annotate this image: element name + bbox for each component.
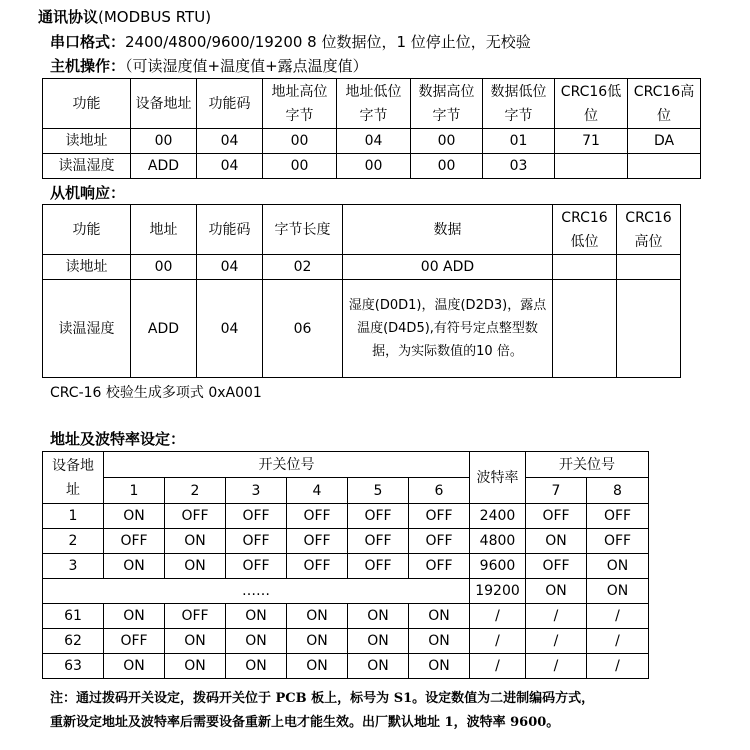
master-cell: 读地址 [43, 129, 131, 154]
slave-header-cell: 地址 [131, 205, 197, 255]
address-header-cell: 设备地址 [43, 452, 104, 504]
slave-cell: 00 [131, 255, 197, 280]
master-cell: 00 [263, 129, 337, 154]
ellipsis-cell: …… [43, 579, 470, 604]
master-cell: 04 [197, 154, 263, 179]
switch-num-cell: 7 [526, 478, 587, 504]
slave-cell: 04 [197, 255, 263, 280]
address-cell: ON [409, 654, 470, 679]
master-cell: 00 [131, 129, 197, 154]
switch-num-cell: 3 [226, 478, 287, 504]
slave-label: 从机响应： [50, 184, 126, 202]
switch-num-cell: 8 [587, 478, 649, 504]
slave-cell: 读地址 [43, 255, 131, 280]
master-header-row [43, 79, 701, 129]
address-cell: ON [104, 554, 165, 579]
slave-header-cell: 字节长度 [263, 205, 343, 255]
master-header-cell: CRC16高位 [628, 79, 701, 129]
address-cell: ON [348, 654, 409, 679]
address-cell: ON [287, 604, 348, 629]
address-cell: OFF [409, 529, 470, 554]
address-cell: OFF [587, 529, 649, 554]
address-cell: 3 [43, 554, 104, 579]
address-cell: ON [165, 529, 226, 554]
footer-note-1: 注：通过拨码开关设定，拨码开关位于 PCB 板上，标号为 S1。设定数值为二进制编码方式， [50, 691, 595, 706]
master-header-cell: 地址低位字节 [337, 79, 411, 129]
address-cell: OFF [409, 504, 470, 529]
address-cell: ON [165, 629, 226, 654]
serial-label: 串口格式： [50, 33, 126, 51]
address-cell: OFF [226, 504, 287, 529]
address-header-cell: 开关位号 [104, 452, 470, 478]
address-cell: 9600 [470, 554, 526, 579]
slave-header-cell: CRC16高位 [617, 205, 681, 255]
address-cell: OFF [287, 529, 348, 554]
master-header-cell: 功能 [43, 79, 131, 129]
address-cell: ON [587, 579, 649, 604]
address-cell: 2 [43, 529, 104, 554]
master-note: （可读湿度值+温度值+露点温度值） [125, 57, 368, 75]
switch-num-cell: 5 [348, 478, 409, 504]
address-cell: ON [226, 654, 287, 679]
slave-data-cell: 湿度(D0D1)，温度(D2D3)，露点温度(D4D5),有符号定点整型数据，为实际数值的10 倍。 [343, 280, 553, 378]
address-cell: ON [104, 504, 165, 529]
master-cell [628, 154, 701, 179]
address-cell: ON [104, 654, 165, 679]
slave-cell [617, 255, 681, 280]
address-cell: OFF [165, 504, 226, 529]
address-header-cell: 波特率 [470, 452, 526, 504]
address-cell: / [526, 604, 587, 629]
master-header-cell: 功能码 [197, 79, 263, 129]
address-row [43, 629, 649, 654]
serial-value: 2400/4800/9600/19200 8 位数据位，1 位停止位，无校验 [125, 33, 531, 51]
address-cell: OFF [526, 504, 587, 529]
address-cell: ON [287, 654, 348, 679]
address-row [43, 529, 649, 554]
master-cell: 00 [263, 154, 337, 179]
master-operation [50, 55, 368, 76]
address-cell: / [587, 604, 649, 629]
address-cell: OFF [526, 554, 587, 579]
address-cell: OFF [587, 504, 649, 529]
address-cell: ON [226, 604, 287, 629]
master-row [43, 154, 701, 179]
slave-cell: 06 [263, 280, 343, 378]
slave-cell: 04 [197, 280, 263, 378]
master-cell: DA [628, 129, 701, 154]
address-cell: ON [526, 579, 587, 604]
address-cell: / [526, 629, 587, 654]
address-ellipsis-row [43, 579, 649, 604]
protocol-title-main: 通讯协议 [38, 8, 99, 26]
address-cell: 4800 [470, 529, 526, 554]
slave-row [43, 255, 681, 280]
master-cell: 00 [411, 129, 483, 154]
master-header-cell: 地址高位字节 [263, 79, 337, 129]
address-cell: OFF [104, 629, 165, 654]
protocol-title [38, 6, 211, 27]
master-row [43, 129, 701, 154]
slave-header-cell: 数据 [343, 205, 553, 255]
footer-note-2: 重新设定地址及波特率后需要设备重新上电才能生效。出厂默认地址 1，波特率 9600。 [50, 715, 560, 730]
address-cell: ON [226, 629, 287, 654]
master-header-cell: CRC16低位 [555, 79, 628, 129]
address-cell: 61 [43, 604, 104, 629]
address-cell: 19200 [470, 579, 526, 604]
slave-cell: 02 [263, 255, 343, 280]
address-header-row [43, 452, 649, 478]
address-cell: OFF [165, 604, 226, 629]
address-cell: / [587, 629, 649, 654]
master-cell: 00 [337, 154, 411, 179]
address-cell: OFF [287, 504, 348, 529]
address-cell: / [587, 654, 649, 679]
address-cell: OFF [226, 554, 287, 579]
switch-num-cell: 6 [409, 478, 470, 504]
address-cell: 62 [43, 629, 104, 654]
serial-format [50, 31, 531, 52]
slave-header-row [43, 205, 681, 255]
slave-header-cell: 功能码 [197, 205, 263, 255]
address-cell: 1 [43, 504, 104, 529]
master-cell: 03 [483, 154, 555, 179]
master-cell: ADD [131, 154, 197, 179]
address-cell: ON [348, 629, 409, 654]
slave-cell: ADD [131, 280, 197, 378]
slave-cell: 读温湿度 [43, 280, 131, 378]
address-cell: OFF [348, 554, 409, 579]
slave-cell: 00 ADD [343, 255, 553, 280]
address-cell: OFF [226, 529, 287, 554]
master-cell: 01 [483, 129, 555, 154]
switch-num-cell: 1 [104, 478, 165, 504]
address-cell: OFF [348, 504, 409, 529]
slave-header-cell: CRC16低位 [553, 205, 617, 255]
address-cell: OFF [348, 529, 409, 554]
address-header-cell: 开关位号 [526, 452, 649, 478]
master-cell: 04 [337, 129, 411, 154]
slave-cell [617, 280, 681, 378]
master-cell [555, 154, 628, 179]
address-row [43, 654, 649, 679]
address-cell: / [470, 654, 526, 679]
switch-num-cell: 4 [287, 478, 348, 504]
address-cell: 63 [43, 654, 104, 679]
master-header-cell: 数据低位字节 [483, 79, 555, 129]
address-table [42, 451, 649, 679]
slave-cell [553, 255, 617, 280]
address-row [43, 504, 649, 529]
address-cell: / [470, 604, 526, 629]
address-cell: ON [165, 654, 226, 679]
master-label: 主机操作： [50, 57, 126, 75]
master-table [42, 78, 701, 179]
master-cell: 读温湿度 [43, 154, 131, 179]
address-cell: ON [104, 604, 165, 629]
slave-header-cell: 功能 [43, 205, 131, 255]
master-cell: 00 [411, 154, 483, 179]
address-switch-row [43, 478, 649, 504]
address-cell: ON [409, 604, 470, 629]
master-header-cell: 数据高位字节 [411, 79, 483, 129]
address-title: 地址及波特率设定： [50, 430, 186, 448]
slave-cell [553, 280, 617, 378]
address-cell: OFF [409, 554, 470, 579]
address-cell: OFF [287, 554, 348, 579]
address-row [43, 554, 649, 579]
crc-note: CRC-16 校验生成多项式 0xA001 [50, 385, 262, 401]
address-cell: ON [287, 629, 348, 654]
address-cell: 2400 [470, 504, 526, 529]
master-cell: 71 [555, 129, 628, 154]
slave-table [42, 204, 681, 378]
address-row [43, 604, 649, 629]
switch-num-cell: 2 [165, 478, 226, 504]
address-cell: ON [165, 554, 226, 579]
address-cell: ON [348, 604, 409, 629]
address-cell: / [470, 629, 526, 654]
address-cell: ON [587, 554, 649, 579]
slave-row [43, 280, 681, 378]
address-cell: OFF [104, 529, 165, 554]
master-header-cell: 设备地址 [131, 79, 197, 129]
protocol-title-sub: (MODBUS RTU) [98, 8, 212, 26]
address-cell: ON [526, 529, 587, 554]
address-cell: / [526, 654, 587, 679]
address-cell: ON [409, 629, 470, 654]
master-cell: 04 [197, 129, 263, 154]
